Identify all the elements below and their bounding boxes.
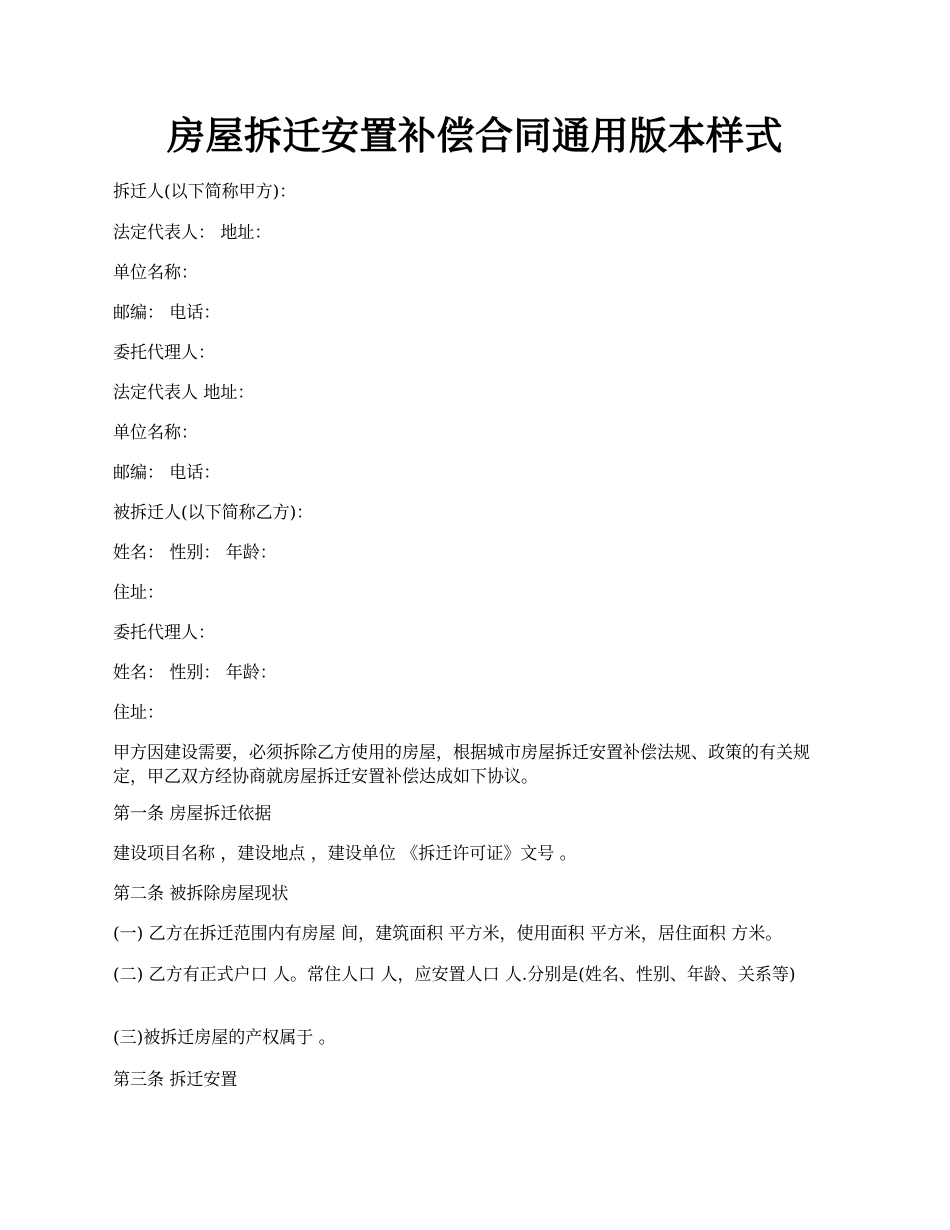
article-2-clause-3: (三)被拆迁房屋的产权属于 。 bbox=[113, 1028, 336, 1048]
party-a-agent-postcode-phone: 邮编： 电话： bbox=[113, 463, 221, 483]
party-b-agent-address: 住址： bbox=[113, 703, 164, 723]
party-b-heading: 被拆迁人(以下简称乙方)： bbox=[113, 503, 314, 523]
article-2-clause-2: (二) 乙方有正式户口 人。常住人口 人，应安置人口 人.分别是(姓名、性别、年龄、关系等) bbox=[113, 965, 796, 985]
article-3-heading: 第三条 拆迁安置 bbox=[113, 1070, 238, 1090]
party-b-address: 住址： bbox=[113, 583, 164, 603]
article-2-heading: 第二条 被拆除房屋现状 bbox=[113, 884, 289, 904]
party-a-agent: 委托代理人： bbox=[113, 343, 215, 363]
party-b-agent-name-gender-age: 姓名： 性别： 年龄： bbox=[113, 663, 277, 683]
party-a-heading: 拆迁人(以下简称甲方)： bbox=[113, 182, 297, 202]
party-a-agent-representative-address: 法定代表人 地址： bbox=[113, 383, 255, 403]
document-title: 房屋拆迁安置补偿合同通用版本样式 bbox=[166, 113, 783, 158]
party-a-postcode-phone: 邮编： 电话： bbox=[113, 303, 221, 323]
article-2-clause-1: (一) 乙方在拆迁范围内有房屋 间，建筑面积 平方米，使用面积 平方米，居住面积 方米。 bbox=[113, 924, 783, 944]
party-a-representative-address: 法定代表人： 地址： bbox=[113, 223, 272, 243]
party-b-agent: 委托代理人： bbox=[113, 623, 215, 643]
party-b-name-gender-age: 姓名： 性别： 年龄： bbox=[113, 543, 277, 563]
party-a-unit-name: 单位名称： bbox=[113, 263, 198, 283]
article-1-project-info: 建设项目名称 ，建设地点 ，建设单位 《拆迁许可证》文号 。 bbox=[113, 844, 577, 864]
preamble-paragraph: 甲方因建设需要，必须拆除乙方使用的房屋，根据城市房屋拆迁安置补偿法规、政策的有关规定，甲乙双方经协商就房屋拆迁安置补偿达成如下协议。 bbox=[113, 743, 810, 787]
party-a-agent-unit-name: 单位名称： bbox=[113, 423, 198, 443]
article-1-heading: 第一条 房屋拆迁依据 bbox=[113, 804, 272, 824]
